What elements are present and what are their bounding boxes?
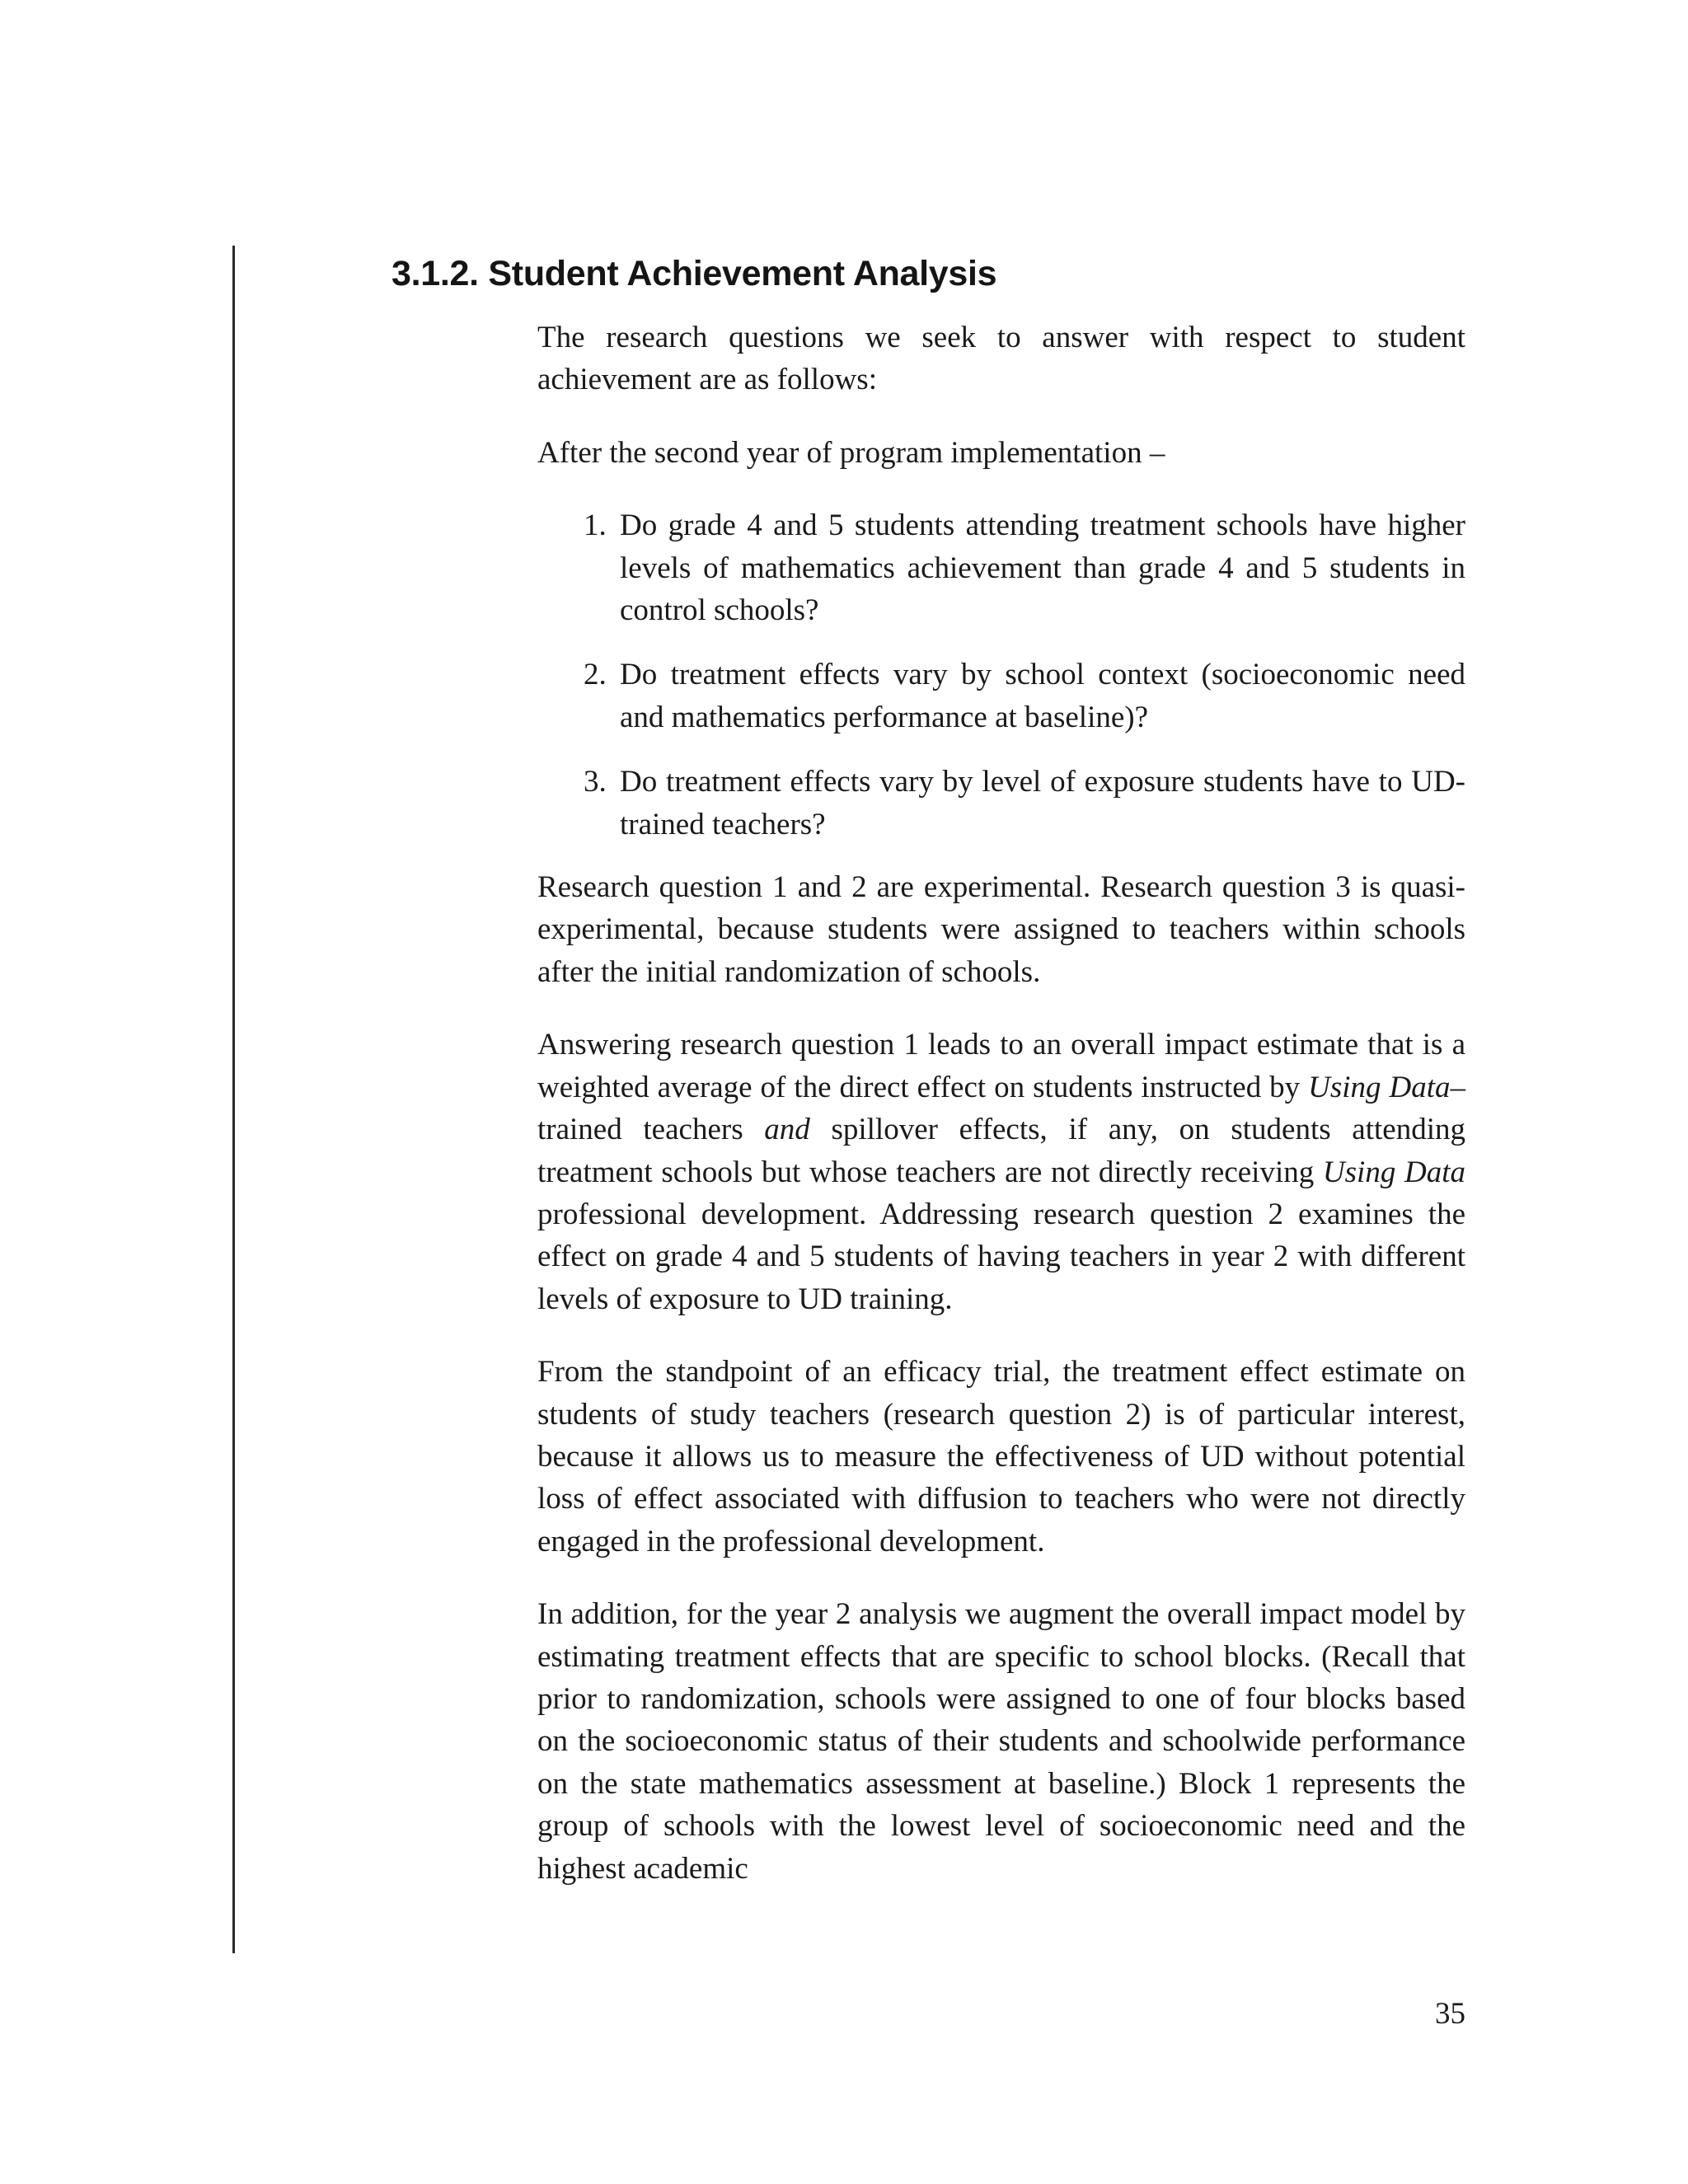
section-heading: 3.1.2. Student Achievement Analysis xyxy=(392,254,997,293)
overall-impact-text: professional development. Addressing research question 2 examines the effect on grade 4 and 5 students of having teachers in year 2 with different levels of exposure to UD training. xyxy=(537,1197,1465,1316)
body-text xyxy=(537,316,1465,1890)
blocks-paragraph: In addition, for the year 2 analysis we augment the overall impact model by estimating treatment effects that are specific to school blocks. (Recall that prior to randomization, schools were assigned to one of four blocks based on the socioeconomic status of their students and schoolwide performance on the state mathematics assessment at baseline.) Block 1 represents the group of schools with the lowest level of socioeconomic need and the highest academic xyxy=(537,1597,1465,1886)
list-item-text: Do grade 4 and 5 students attending treatment schools have higher levels of mathematics achievement than grade 4 and 5 students in control schools? xyxy=(620,509,1465,628)
list-item-number: 2. xyxy=(584,658,607,692)
lead-in-line: After the second year of program implementation – xyxy=(537,435,1165,470)
margin-rule xyxy=(232,246,235,1953)
using-data-emphasis: Using Data xyxy=(1308,1070,1451,1104)
using-data-emphasis: Using Data xyxy=(1322,1155,1465,1189)
list-item-number: 1. xyxy=(584,509,607,543)
list-item xyxy=(537,761,1465,846)
overall-impact-text: –trained teachers xyxy=(537,1070,1465,1147)
list-item-number: 3. xyxy=(584,765,607,799)
overall-impact-paragraph xyxy=(537,1024,1465,1320)
design-note-paragraph: Research question 1 and 2 are experimental. Research question 3 is quasi-experimental, because students were assigned to teachers within schools after the initial randomization of schools. xyxy=(537,870,1465,989)
list-item-text: Do treatment effects vary by school context (socioeconomic need and mathematics performance at baseline)? xyxy=(620,658,1465,734)
efficacy-paragraph: From the standpoint of an efficacy trial, the treatment effect estimate on students of study teachers (research question 2) is of particular interest, because it allows us to measure the effectiveness of UD without potential loss of effect associated with diffusion to teachers who were not directly engaged in the professional development. xyxy=(537,1355,1465,1558)
list-item xyxy=(537,504,1465,631)
intro-paragraph: The research questions we seek to answer with respect to student achievement are as follows: xyxy=(537,321,1465,397)
overall-impact-text: spillover effects, if any, on students attending treatment schools but whose teachers are not directly receiving xyxy=(537,1113,1465,1189)
list-item-text: Do treatment effects vary by level of exposure students have to UD-trained teachers? xyxy=(620,765,1465,841)
research-questions-list xyxy=(537,504,1465,846)
page-number: 35 xyxy=(1435,1997,1465,2031)
list-item xyxy=(537,654,1465,738)
overall-impact-text: Answering research question 1 leads to an overall impact estimate that is a weighted average of the direct effect on students instructed by xyxy=(537,1028,1465,1104)
and-emphasis: and xyxy=(764,1113,810,1147)
